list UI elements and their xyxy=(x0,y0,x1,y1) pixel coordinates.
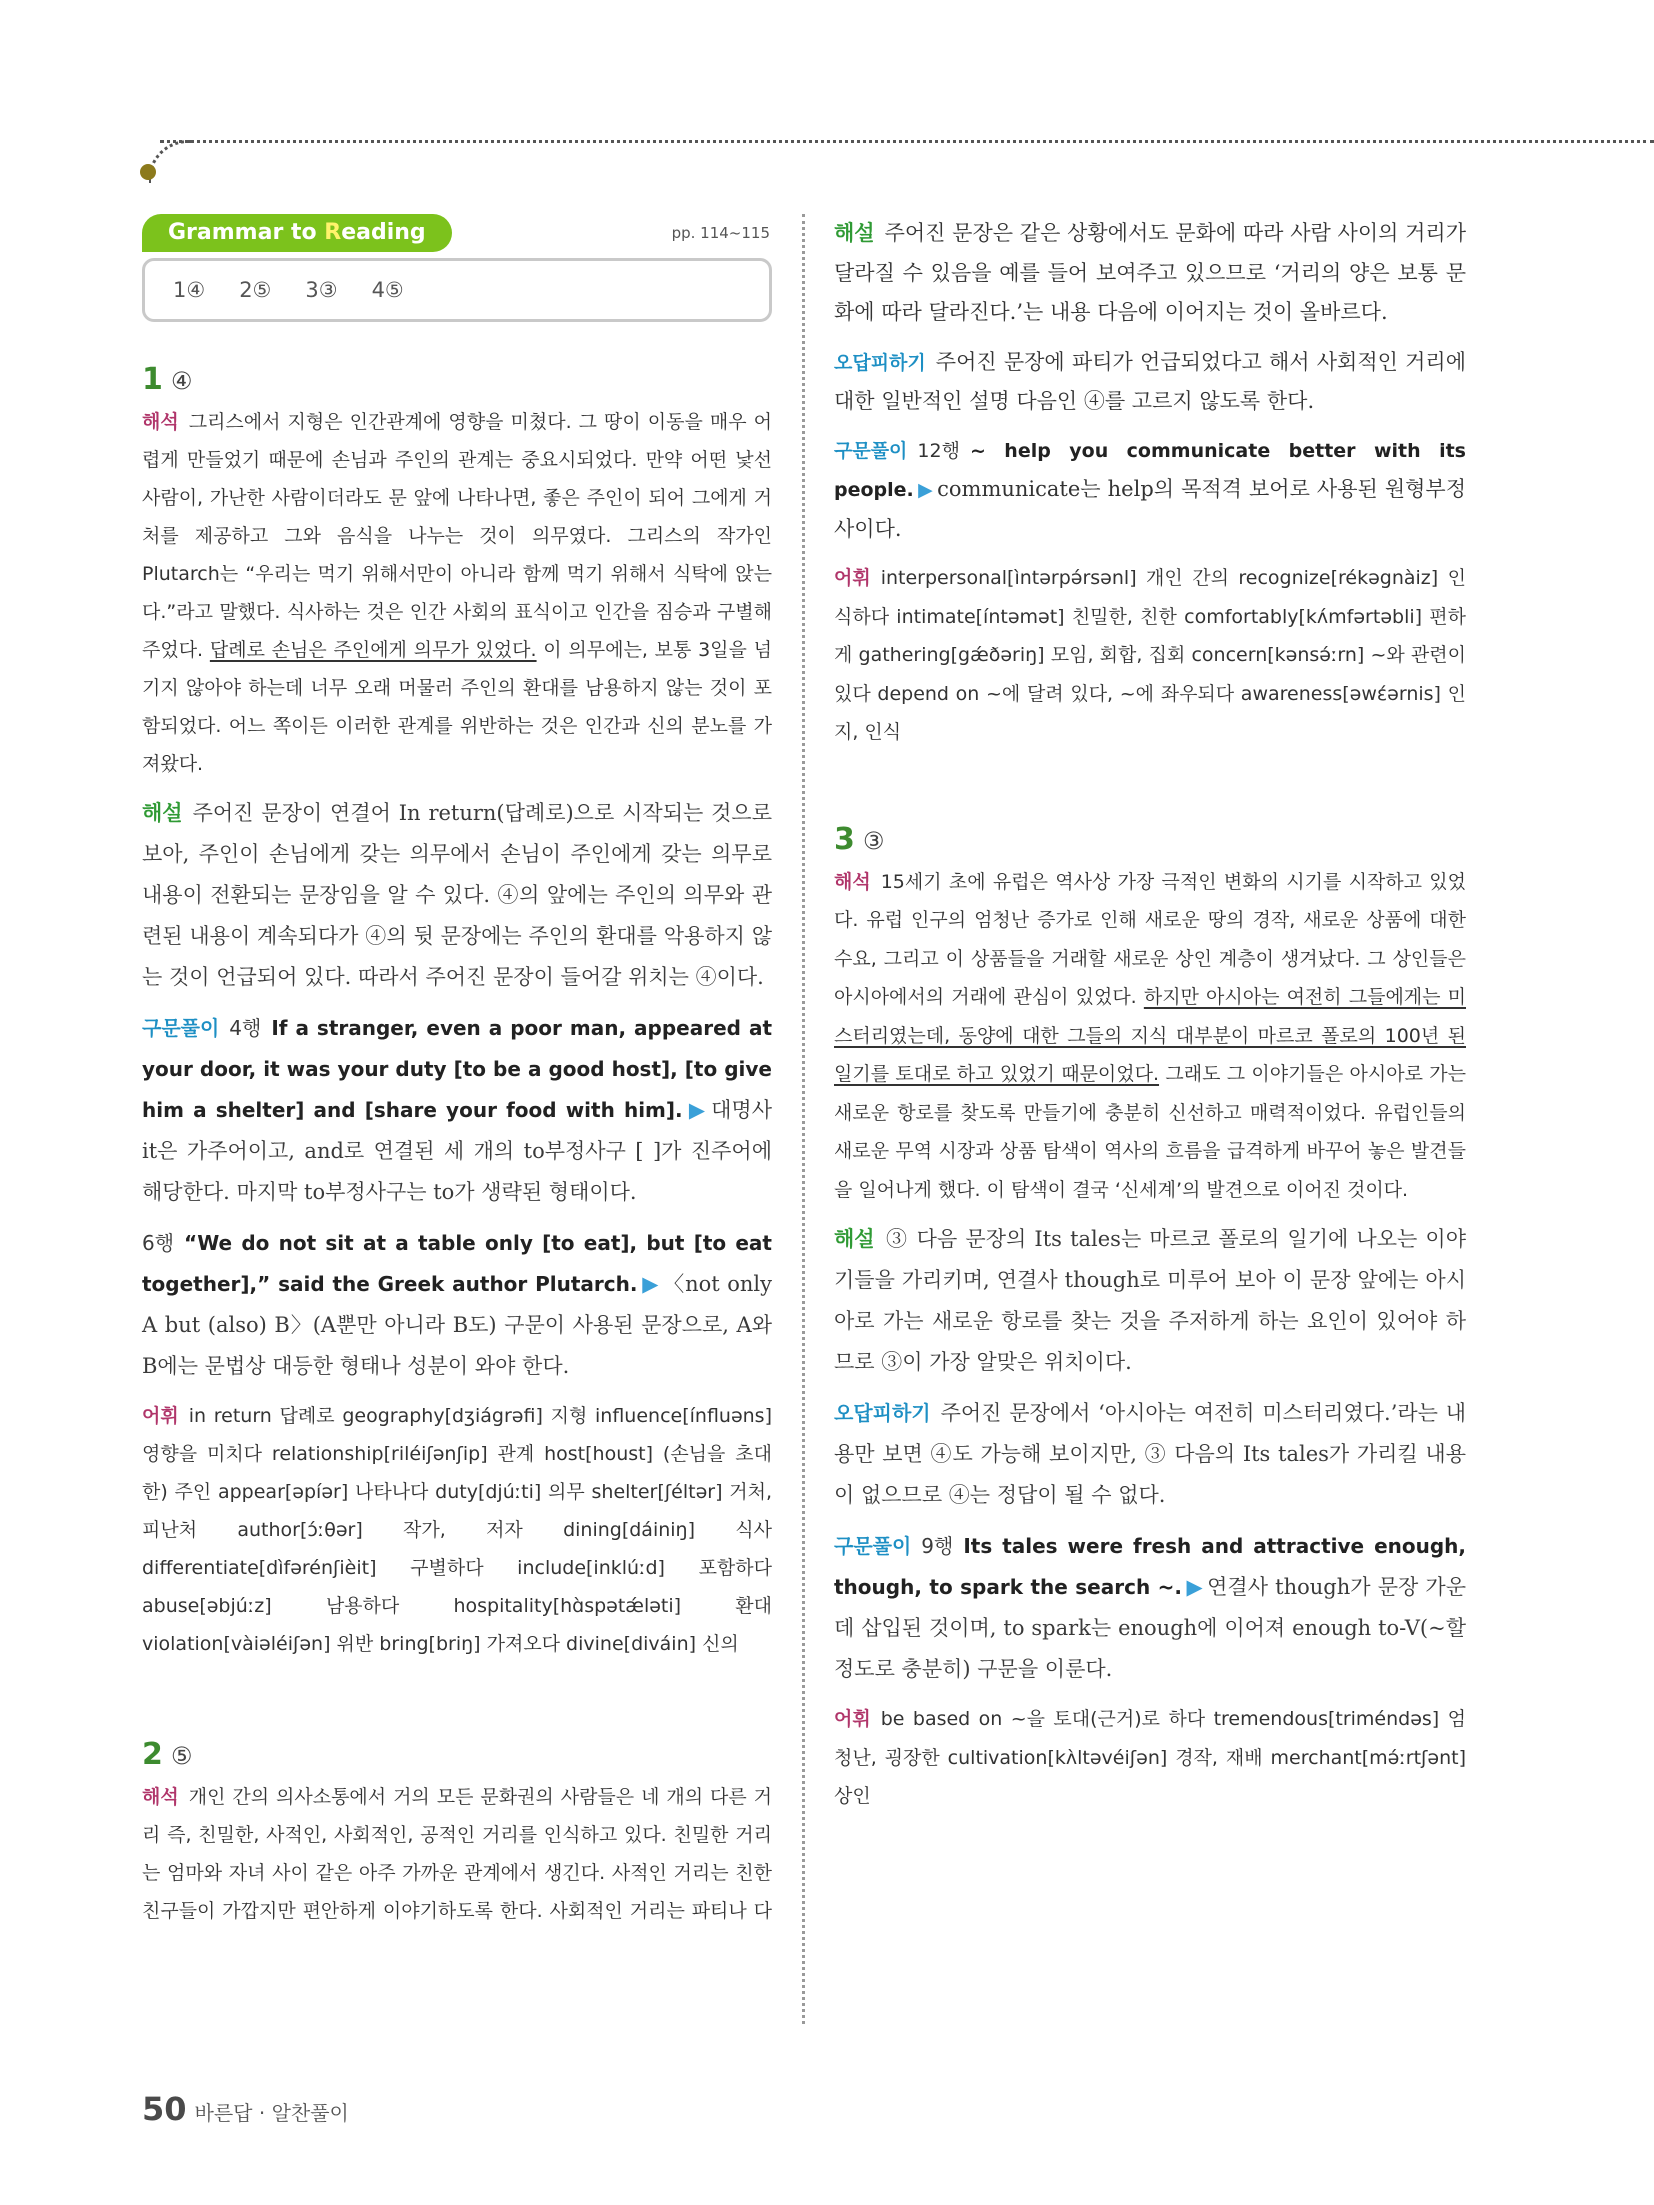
q1-translation: 해석 그리스에서 지형은 인간관계에 영향을 미쳤다. 그 땅이 이동을 매우 어렵게 만들었기 때문에 손님과 주인의 관계는 중요시되었다. 만약 어떤 낯선 사람이, 가난한 사람이더라도 문 앞에 나타나면, 좋은 주인이 되어 그에게 거처를 제공하고 그와 음식을 나누는 것이 의무였다. 그리스의 작가인 Plutarch는 “우리는 먹기 위해서만이 아니라 함께 먹기 위해서 식탁에 앉는다.”라고 말했다. 식사하는 것은 인간 사회의 표식이고 인간을 짐승과 구별해 주었다. 답례로 손님은 주인에게 의무가 있었다. 이 의무에는, 보통 3일을 넘기지 않아야 하는데 너무 오래 머물러 주인의 환대를 남용하지 않는 것이 포함되었다. 어느 쪽이든 이러한 관계를 위반하는 것은 인간과 신의 분노를 가져왔다. xyxy=(142,411,772,775)
question-2-heading: 2 ⑤ xyxy=(142,1737,193,1772)
grammar-to-reading-header xyxy=(142,214,772,256)
q1-syntax-2: 6행 “We do not sit at a table only [to eat], but [to eat together],” said the Greek author Plutarch. ▶ 〈not only A but (also) B〉(A뿐만 아니라 B도) 구문이 사용된 문장으로, A와 B에는 문법상 대등한 형태나 성분이 와야 한다. xyxy=(142,1231,773,1378)
book-title: 바른답 · 알찬풀이 xyxy=(194,2101,349,2125)
header-dot xyxy=(140,164,156,180)
header-dotted-rule xyxy=(160,140,1654,143)
q2-syntax: 구문풀이 12행 ~ help you communicate better with its people. ▶ communicate는 help의 목적격 보어로 사용된 원형부정사이다. xyxy=(834,439,1466,541)
q3-explanation: 해설 ③ 다음 문장의 Its tales는 마르코 폴로의 일기에 나오는 이야기들을 가리키며, 연결사 though로 미루어 보아 이 문장 앞에는 아시아로 가는 새로운 항로를 찾는 것을 주저하게 하는 요인이 있어야 하므로 ③이 가장 알맞은 위치이다. xyxy=(834,1227,1466,1374)
q3-avoid-wrong: 오답피하기 주어진 문장에서 ‘아시아는 여전히 미스터리였다.’라는 내용만 보면 ④도 가능해 보이지만, ③ 다음의 Its tales가 가리킬 내용이 없으므로 ④는 정답이 될 수 없다. xyxy=(834,1401,1466,1507)
q2-avoid-wrong: 오답피하기 주어진 문장에 파티가 언급되었다고 해서 사회적인 거리에 대한 일반적인 설명 다음인 ④를 고르지 않도록 한다. xyxy=(834,349,1466,413)
q2-vocabulary: 어휘 interpersonal[ìntərpə́rsənl] 개인 간의 recognize[rékəgnàiz] 인식하다 intimate[íntəmət] 친밀한, 친한 comfortably[kʌ́mfərtəbli] 편하게 gathering[gǽðəriŋ] 모임, 회합, 집회 concern[kənsə́ːrn] ~와 관련이 있다 depend on ~에 달려 있다, ~에 좌우되다 awareness[əwέərnis] 인지, 인식 xyxy=(834,567,1466,743)
q2-translation: 해석 개인 간의 의사소통에서 거의 모든 문화권의 사람들은 네 개의 다른 거리 즉, 친밀한, 사적인, 사회적인, 공적인 거리를 인식하고 있다. 친밀한 거리는 엄마와 자녀 사이 같은 아주 가까운 관계에서 생긴다. 사적인 거리는 친한 친구들이 가깝지만 편안하게 이야기하도록 한다. 사회적인 거리는 파티나 다 xyxy=(142,1786,772,1922)
page-reference: pp. 114~115 xyxy=(671,224,770,242)
column-divider xyxy=(802,214,805,2024)
right-column xyxy=(834,214,1466,1826)
page-footer xyxy=(142,2090,349,2128)
q1-explanation: 해설 주어진 문장이 연결어 In return(답례로)으로 시작되는 것으로 보아, 주인이 손님에게 갖는 의무에서 손님이 주인에게 갖는 의무로 내용이 전환되는 문장임을 알 수 있다. ④의 앞에는 주인의 의무와 관련된 내용이 계속되다가 ④의 뒷 문장에는 주인의 환대를 악용하지 않는 것이 언급되어 있다. 따라서 주어진 문장이 들어갈 위치는 ④이다. xyxy=(142,801,772,989)
answer-key-box xyxy=(142,258,772,322)
q3-translation: 해석 15세기 초에 유럽은 역사상 가장 극적인 변화의 시기를 시작하고 있었다. 유럽 인구의 엄청난 증가로 인해 새로운 땅의 경작, 새로운 상품에 대한 수요, 그리고 이 상품들을 거래할 새로운 상인 계층이 생겨났다. 그 상인들은 아시아에서의 거래에 관심이 있었다. 하지만 아시아는 여전히 그들에게는 미스터리였는데, 동양에 대한 그들의 지식 대부분이 마르코 폴로의 100년 된 일기를 토대로 하고 있었기 때문이었다. 그래도 그 이야기들은 아시아로 가는 새로운 항로를 찾도록 만들기에 충분히 신선하고 매력적이었다. 유럽인들의 새로운 무역 시장과 상품 탐색이 역사의 흐름을 급격하게 바꾸어 놓은 발견들을 일어나게 했다. 이 탐색이 결국 ‘신세계’의 발견으로 이어진 것이다. xyxy=(834,870,1466,1201)
q1-vocabulary: 어휘 in return 답례로 geography[dʒiágrəfi] 지형 influence[ínfluəns] 영향을 미치다 relationship[riléiʃənʃip] 관계 host[houst] (손님을 초대한) 주인 appear[əpíər] 나타나다 duty[djúːti] 의무 shelter[ʃéltər] 거처, 피난처 author[ɔ́ːθər] 작가, 저자 dining[dáiniŋ] 식사 differentiate[dìfərénʃièit] 구별하다 include[inklúːd] 포함하다 abuse[əbjúːz] 남용하다 hospitality[hɑ̀spətǽləti] 환대 violation[vàiəléiʃən] 위반 bring[briŋ] 가져오다 divine[diváin] 신의 xyxy=(142,1405,772,1655)
answer-key-item: 3③ xyxy=(305,278,338,302)
answer-key-item: 2⑤ xyxy=(239,278,272,302)
question-1-heading: 1 ④ xyxy=(142,362,193,397)
q3-syntax: 구문풀이 9행 Its tales were fresh and attractive enough, though, to spark the search ~. ▶ 연결사 though가 문장 가운데 삽입된 것이며, to spark는 enough에 이어져 enough to-V(~할 정도로 충분히) 구문을 이룬다. xyxy=(834,1534,1466,1681)
answer-key-item: 4⑤ xyxy=(371,278,404,302)
q2-explanation: 해설 주어진 문장은 같은 상황에서도 문화에 따라 사람 사이의 거리가 달라질 수 있음을 예를 들어 보여주고 있으므로 ‘거리의 양은 보통 문화에 따라 달라진다.’는 내용 다음에 이어지는 것이 올바르다. xyxy=(834,221,1466,324)
answer-key-item: 1④ xyxy=(173,278,206,302)
left-column xyxy=(142,214,772,1940)
q1-syntax-1: 구문풀이 4행 If a stranger, even a poor man, appeared at your door, it was your duty [to be a good host], [to give him a shelter] and [share your food with him]. ▶ 대명사 it은 가주어이고, and로 연결된 세 개의 to부정사구 [ ]가 진주어에 해당한다. 마지막 to부정사구는 to가 생략된 형태이다. xyxy=(142,1016,772,1204)
page-number: 50 xyxy=(142,2090,187,2128)
question-3-heading: 3 ③ xyxy=(834,821,885,857)
grammar-to-reading-banner: Grammar to Reading xyxy=(142,214,452,252)
q3-vocabulary: 어휘 be based on ~을 토대(근거)로 하다 tremendous[triméndəs] 엄청난, 굉장한 cultivation[kʌ̀ltəvéiʃən] 경작, 재배 merchant[mə́ːrtʃənt] 상인 xyxy=(834,1708,1466,1807)
